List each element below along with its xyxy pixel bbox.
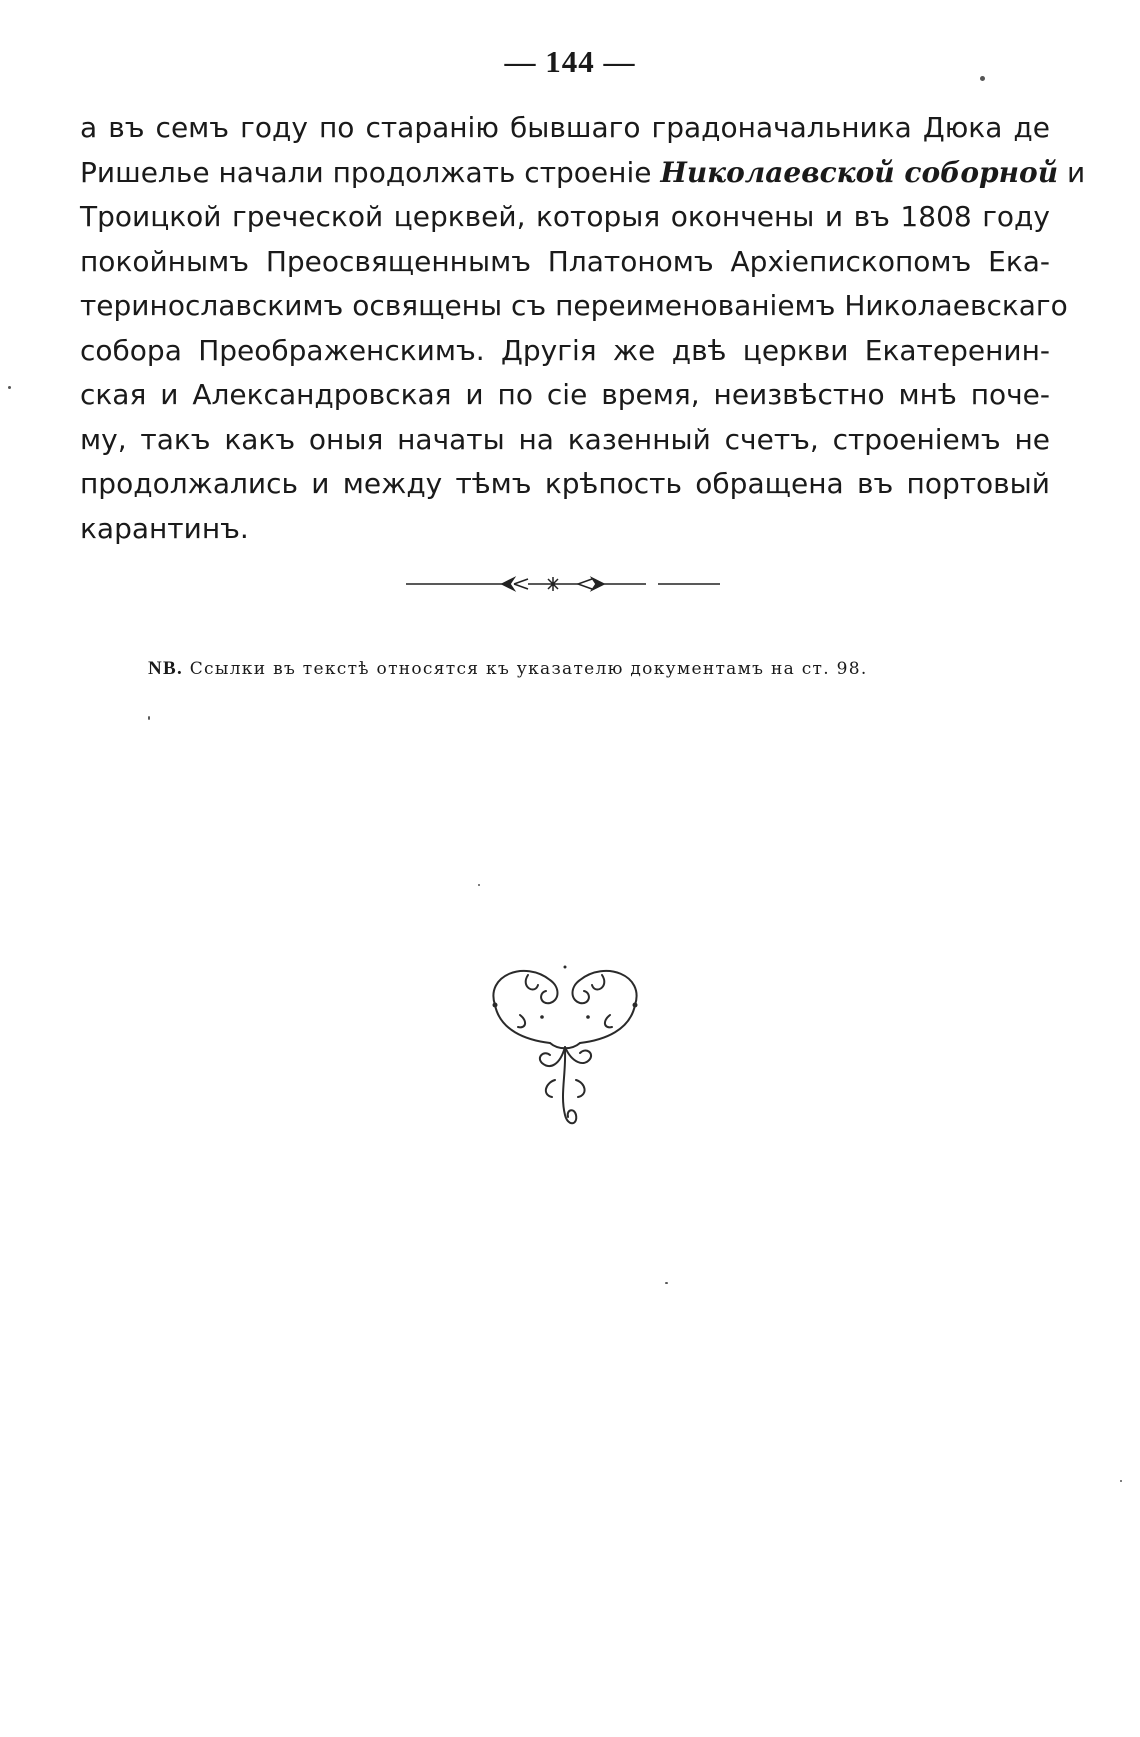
emphasized-church-name: Николаевской соборной [660, 155, 1059, 189]
floral-scroll-ornament-icon [480, 955, 650, 1135]
text-line: а въ семъ году по старанію бывшаго градоначальника Дюка де [80, 111, 1050, 144]
section-divider-icon [406, 574, 720, 594]
print-speck [478, 884, 480, 886]
footnote-label: NB. [148, 658, 184, 679]
text-line [80, 151, 1086, 196]
print-speck [980, 76, 985, 81]
print-speck [8, 386, 11, 389]
print-speck [665, 1282, 668, 1284]
text-span: Ришелье начали продолжать строеніе [80, 155, 661, 189]
text-line: покойнымъ Преосвященнымъ Платономъ Архіепископомъ Ека- [80, 244, 1050, 278]
text-line: ская и Александровская и по сіе время, неизвѣстно мнѣ поче- [80, 378, 1050, 411]
text-line: Троицкой греческой церквей, которыя окончены и въ 1808 году [80, 200, 1050, 233]
text-line: му, такъ какъ оныя начаты на казенный счетъ, строеніемъ не [80, 422, 1050, 456]
text-line: собора Преображенскимъ. Другія же двѣ церкви Екатеренин- [80, 333, 1050, 367]
page-number: — 144 — [504, 44, 636, 79]
footnote-text: Ссылки въ текстѣ относятся къ указателю документамъ на ст. 98. [183, 659, 868, 679]
text-line: карантинъ. [80, 511, 249, 545]
print-speck [1120, 1480, 1122, 1482]
text-span: и [1058, 155, 1086, 189]
text-line: продолжались и между тѣмъ крѣпость обращена въ портовый [80, 467, 1050, 500]
print-speck [148, 716, 150, 720]
body-paragraph [80, 106, 1086, 551]
text-line: теринославскимъ освящены съ переименованіемъ Николаевскаго [80, 289, 1068, 322]
footnote [148, 658, 1028, 680]
